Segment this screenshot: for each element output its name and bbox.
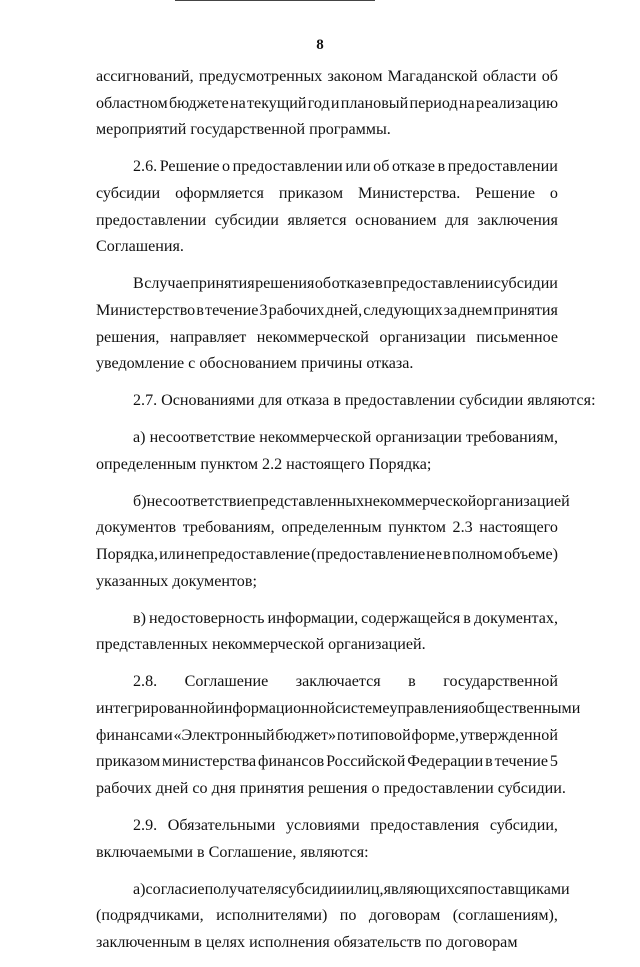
paragraph <box>96 425 558 478</box>
text-line: в) недостоверность информации, содержащейся в документах, <box>133 609 558 627</box>
text-line: заключенным в целях исполнения обязательств по договорам <box>96 934 518 952</box>
text-line: областном бюджете на текущий год и плановый период на реализацию <box>96 94 558 112</box>
text-line: предоставлении субсидии является основанием для заключения <box>96 211 558 229</box>
paragraph <box>96 669 581 803</box>
text-line: 2.6. Решение о предоставлении или об отказе в предоставлении <box>133 158 558 176</box>
paragraph <box>96 606 558 659</box>
text-line: финансами «Электронный бюджет» по типовой форме, утвержденной <box>96 726 558 744</box>
paragraph <box>96 813 558 866</box>
text-line: определенным пунктом 2.2 настоящего Порядка; <box>96 455 432 473</box>
top-rule <box>175 0 375 1</box>
text-line: интегрированной информационной системе управления общественными <box>96 700 581 718</box>
text-line: а) согласие получателя субсидии и лиц, являющихся поставщиками <box>133 880 570 898</box>
text-line: (подрядчиками, исполнителями) по договорам (соглашениям), <box>96 907 558 925</box>
text-line: В случае принятия решения об отказе в предоставлении субсидии <box>133 275 558 293</box>
text-line: рабочих дней со дня принятия решения о предоставлении субсидии. <box>96 780 566 798</box>
text-line: 2.8. Соглашение заключается в государственной <box>133 673 558 691</box>
paragraph <box>96 64 558 144</box>
text-line: а) несоответствие некоммерческой организации требованиям, <box>133 429 558 447</box>
text-line: 2.9. Обязательными условиями предоставления субсидии, <box>133 817 558 835</box>
text-line: решения, направляет некоммерческой организации письменное <box>96 328 558 346</box>
text-line: Порядка, или непредоставление (предоставление не в полном объеме) <box>96 546 558 564</box>
text-line: б) несоответствие представленных некоммерческой организацией <box>133 492 570 510</box>
page-number: 8 <box>316 37 324 53</box>
text-line: мероприятий государственной программы. <box>96 121 391 139</box>
text-line: документов требованиям, определенным пунктом 2.3 настоящего <box>96 519 558 537</box>
text-line: ассигнований, предусмотренных законом Магаданской области об <box>96 68 558 85</box>
text-line: представленных некоммерческой организацией. <box>96 636 426 654</box>
paragraph <box>96 489 570 596</box>
text-line: приказом министерства финансов Российской Федерации в течение 5 <box>96 753 558 771</box>
paragraph <box>96 877 570 957</box>
paragraph <box>96 271 558 378</box>
text-line: уведомление с обоснованием причины отказа. <box>96 355 414 373</box>
text-line: субсидии оформляется приказом Министерства. Решение о <box>96 185 558 202</box>
text-line: Министерство в течение 3 рабочих дней, следующих за днем принятия <box>96 302 558 319</box>
document-body <box>96 64 596 967</box>
text-line: указанных документов; <box>96 572 257 590</box>
text-line: 2.7. Основаниями для отказа в предоставлении субсидии являются: <box>133 392 596 410</box>
text-line: включаемыми в Соглашение, являются: <box>96 843 369 861</box>
text-line: Соглашения. <box>96 238 184 256</box>
paragraph <box>96 154 558 261</box>
paragraph <box>96 388 596 415</box>
